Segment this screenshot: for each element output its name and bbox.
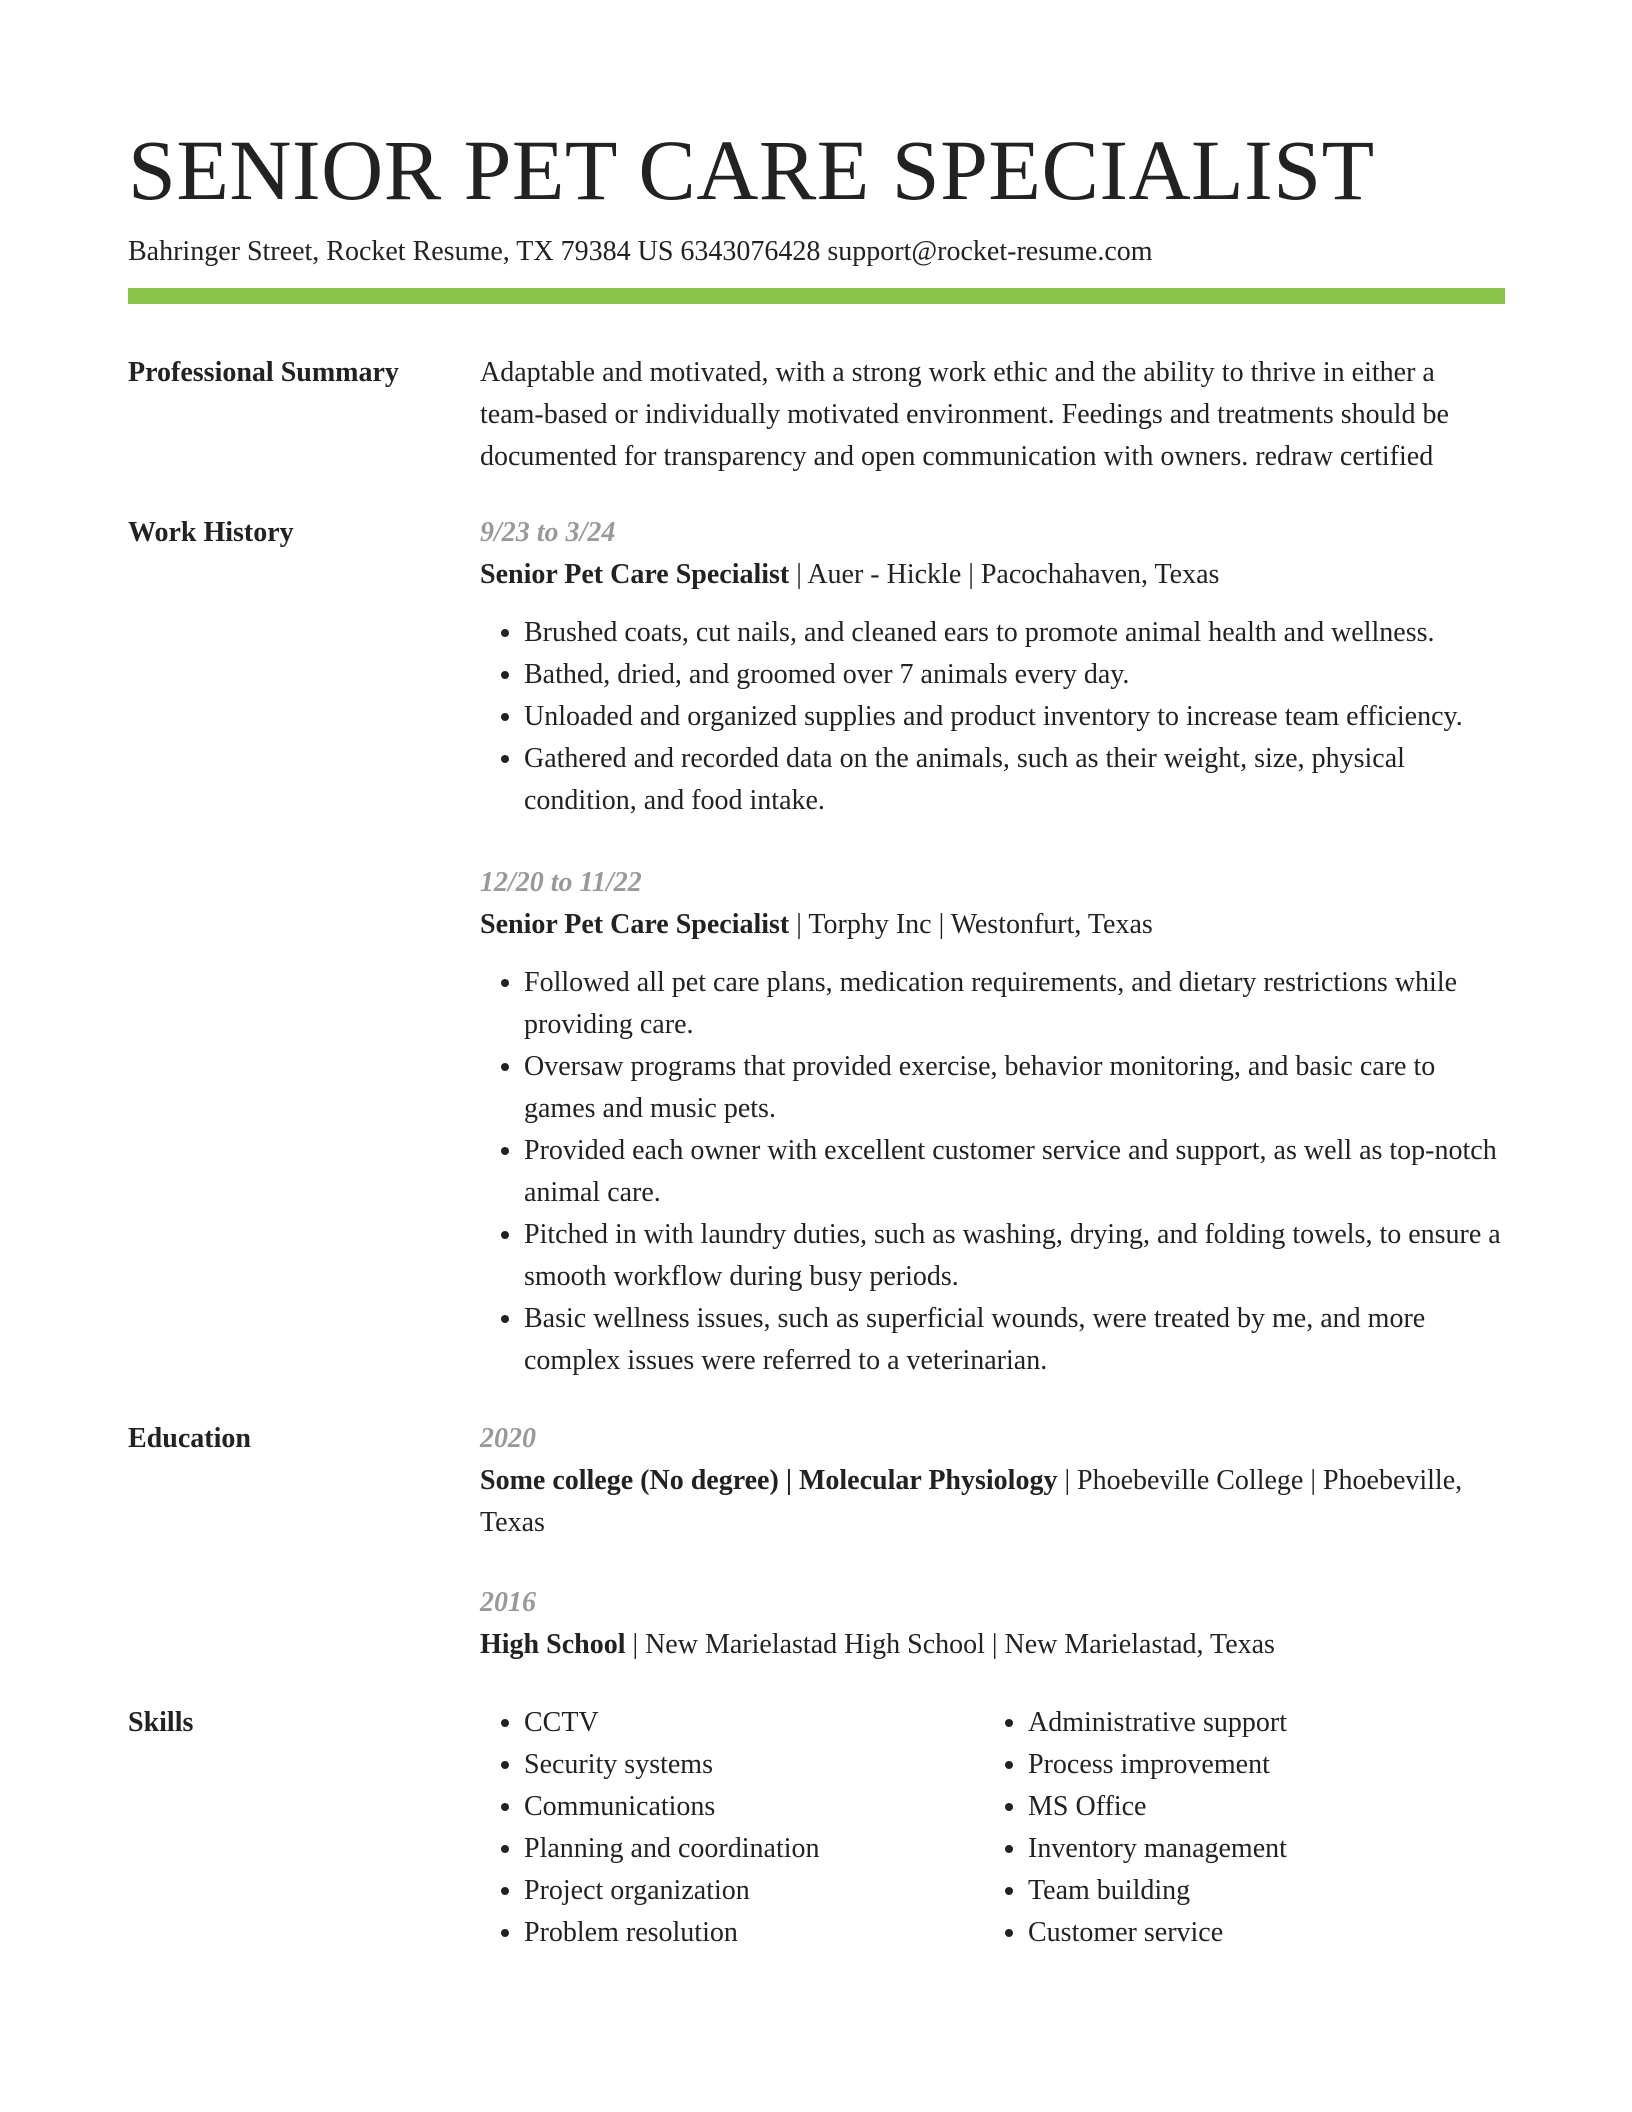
accent-divider [128, 288, 1505, 304]
job-bullet: • Brushed coats, cut nails, and cleaned ears to promote animal health and wellness. [524, 612, 1505, 654]
education-degree: Some college (No degree) | Molecular Physiology [480, 1465, 1058, 1496]
job-bullet: • Provided each owner with excellent customer service and support, as well as top-notch animal care. [524, 1130, 1505, 1214]
resume-name: SENIOR PET CARE SPECIALIST [128, 122, 1375, 218]
skill-item: • Inventory management [1028, 1828, 1488, 1870]
job-bullet: • Followed all pet care plans, medication requirements, and dietary restrictions while providing care. [524, 962, 1505, 1046]
job-title-line [480, 554, 1505, 596]
section-label-work-history: Work History [128, 517, 294, 548]
education-section [128, 1418, 1505, 1666]
education-title-line [480, 1460, 1505, 1544]
job-employer-location: | Torphy Inc | Westonfurt, Texas [789, 909, 1153, 940]
skill-item: • Planning and coordination [524, 1828, 984, 1870]
job-bullet: • Basic wellness issues, such as superficial wounds, were treated by me, and more complex issues were referred to a veterinarian. [524, 1298, 1505, 1382]
section-label-summary: Professional Summary [128, 357, 399, 388]
job-bullets [480, 962, 1505, 1382]
education-year: 2020 [480, 1423, 536, 1454]
job-title: Senior Pet Care Specialist [480, 559, 790, 590]
summary-text: Adaptable and motivated, with a strong work ethic and the ability to thrive in either a team-based or individually motivated environment. Feedings and treatments should be documented for transparency and open communication with owners. redraw certified [480, 357, 1449, 472]
job-bullet: • Pitched in with laundry duties, such as washing, drying, and folding towels, to ensure a smooth workflow during busy periods. [524, 1214, 1505, 1298]
job-dates: 9/23 to 3/24 [480, 517, 616, 548]
skill-item: • CCTV [524, 1702, 984, 1744]
job-dates: 12/20 to 11/22 [480, 867, 642, 898]
job-bullet: • Oversaw programs that provided exercise, behavior monitoring, and basic care to games and music pets. [524, 1046, 1505, 1130]
summary-section [128, 352, 1505, 478]
contact-line: Bahringer Street, Rocket Resume, TX 79384 US 6343076428 support@rocket-resume.com [128, 236, 1153, 267]
education-degree: High School [480, 1629, 626, 1660]
education-entry [480, 1582, 1505, 1666]
skill-item: • MS Office [1028, 1786, 1488, 1828]
work-history-section [128, 512, 1505, 1382]
job-entry [480, 862, 1505, 1382]
skills-section [128, 1702, 1505, 1954]
skill-item: • Administrative support [1028, 1702, 1488, 1744]
skill-item: • Problem resolution [524, 1912, 984, 1954]
job-title: Senior Pet Care Specialist [480, 909, 790, 940]
resume-page [128, 120, 1505, 1954]
job-title-line [480, 904, 1505, 946]
education-title-line [480, 1624, 1505, 1666]
education-year: 2016 [480, 1587, 536, 1618]
skill-item: • Security systems [524, 1744, 984, 1786]
skills-list-right [984, 1702, 1488, 1954]
skill-item: • Team building [1028, 1870, 1488, 1912]
job-employer-location: | Auer - Hickle | Pacochahaven, Texas [789, 559, 1220, 590]
section-label-education: Education [128, 1423, 251, 1454]
job-entry [480, 512, 1505, 822]
skill-item: • Project organization [524, 1870, 984, 1912]
skill-item: • Communications [524, 1786, 984, 1828]
education-school-location: | Phoebeville College | Phoebeville, Texas [480, 1465, 1463, 1538]
skills-columns [480, 1702, 1505, 1954]
job-bullet: • Gathered and recorded data on the animals, such as their weight, size, physical condition, and food intake. [524, 738, 1505, 822]
job-bullet: • Unloaded and organized supplies and product inventory to increase team efficiency. [524, 696, 1505, 738]
skills-list-left [480, 1702, 984, 1954]
skill-item: • Process improvement [1028, 1744, 1488, 1786]
skill-item: • Customer service [1028, 1912, 1488, 1954]
job-bullet: • Bathed, dried, and groomed over 7 animals every day. [524, 654, 1505, 696]
education-school-location: | New Marielastad High School | New Marielastad, Texas [625, 1629, 1275, 1660]
section-label-skills: Skills [128, 1707, 194, 1738]
job-bullets [480, 612, 1505, 822]
education-entry [480, 1418, 1505, 1544]
